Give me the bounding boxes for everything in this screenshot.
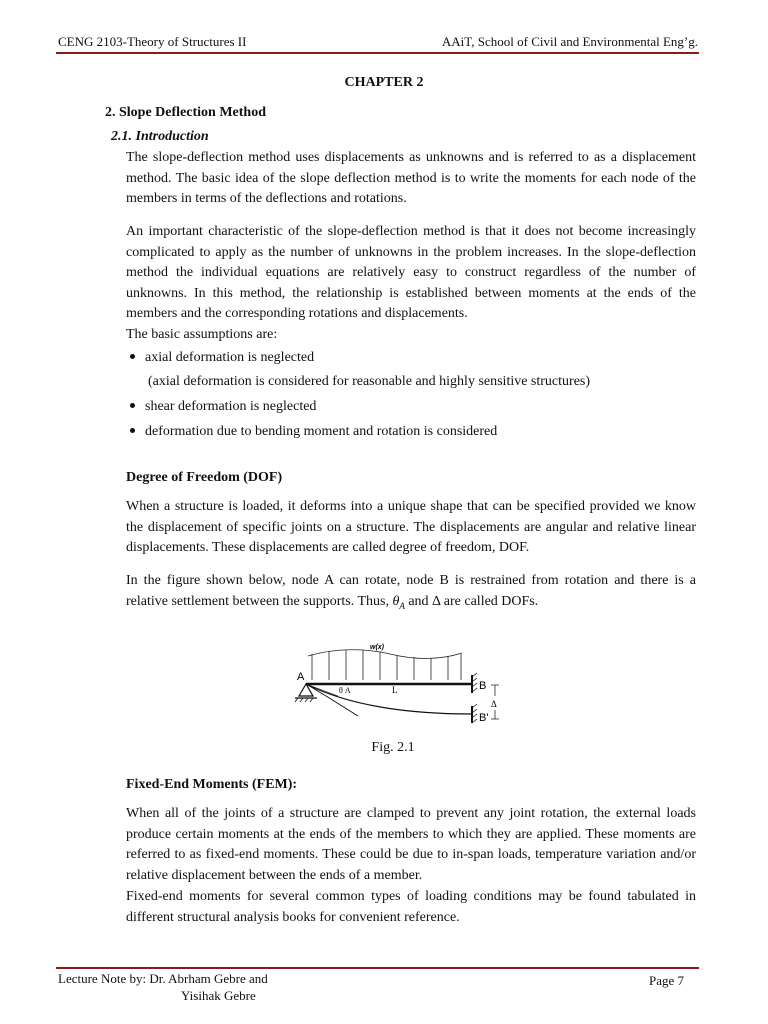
subsection-heading: 2.1. Introduction: [111, 129, 209, 144]
node-b-label: B: [479, 680, 487, 692]
section-heading: 2. Slope Deflection Method: [105, 105, 266, 120]
dof-heading: Degree of Freedom (DOF): [126, 470, 283, 485]
node-b-prime-label: B': [479, 712, 489, 724]
load-curve: [308, 650, 462, 659]
bullet-item: axial deformation is neglected: [130, 350, 314, 366]
header-rule: [56, 52, 699, 54]
fem-paragraph-1: When all of the joints of a structure are clamped to prevent any joint rotation, the external loads produce certain moments at the ends of the members to which they are applied. These moments are referred to as fixed-end moments. These could be due to in-span loads, temperature variation and/or relative displacement between the ends of a member.: [126, 806, 696, 883]
assumptions-intro: The basic assumptions are:: [126, 327, 278, 342]
footer-second-author: Yisihak Gebre: [181, 988, 256, 1003]
dof-paragraph-1: When a structure is loaded, it deforms into a unique shape that can be specified provided we know the displacement of specific joints on a structure. The displacements are angular and relative linear displacements. These displacements are called degree of freedom, DOF.: [126, 499, 696, 556]
chapter-title: CHAPTER 2: [344, 75, 424, 90]
footer-rule: [56, 967, 699, 969]
bullet-item: deformation due to bending moment and rotation is considered: [130, 424, 497, 440]
load-label: w(x): [370, 644, 384, 651]
node-a-label: A: [297, 671, 305, 683]
fem-heading: Fixed-End Moments (FEM):: [126, 777, 298, 792]
fem-paragraph-2: Fixed-end moments for several common types of loading conditions may be found tabulated in different structural analysis books for convenient reference.: [126, 889, 696, 925]
span-label: L: [392, 685, 398, 695]
theta-a-label: θ A: [339, 686, 351, 695]
footer-authors: Lecture Note by: Dr. Abrham Gebre and: [58, 971, 268, 986]
bullet-icon: [130, 428, 135, 433]
page-number: Page 7: [648, 973, 684, 988]
header-school: AAiT, School of Civil and Environmental Eng’g.: [441, 34, 698, 49]
bullet-icon: [130, 354, 135, 359]
dof-paragraph-2: In the figure shown below, node A can rotate, node B is restrained from rotation and there is a relative settlement between the supports. Thus, $\theta_A$ and Δ are called DOFs.: [126, 573, 696, 611]
intro-paragraph-1: The slope-deflection method uses displacements as unknowns and is referred to as a displacement method. The basic idea of the slope deflection method is to write the moments for each node of the members in terms of the deflections and rotations.: [126, 150, 696, 207]
bullet-item: shear deformation is neglected: [130, 399, 316, 415]
header-course-title: CENG 2103-Theory of Structures II: [58, 34, 247, 49]
bullet-note: (axial deformation is considered for reasonable and highly sensitive structures): [148, 374, 591, 389]
figure-caption: Fig. 2.1: [371, 740, 415, 755]
delta-label: Δ: [491, 699, 497, 709]
intro-paragraph-2: An important characteristic of the slope-deflection method is that it does not become increasingly complicated to apply as the number of unknowns in the problem increases. In the slope-deflection method the individual equations are relatively easy to construct regardless of the number of unknowns. In this method, the relationship is established between moments at the ends of the members and the corresponding rotations and displacements.: [126, 224, 696, 322]
beam-figure: [290, 636, 510, 728]
bullet-icon: [130, 403, 135, 408]
